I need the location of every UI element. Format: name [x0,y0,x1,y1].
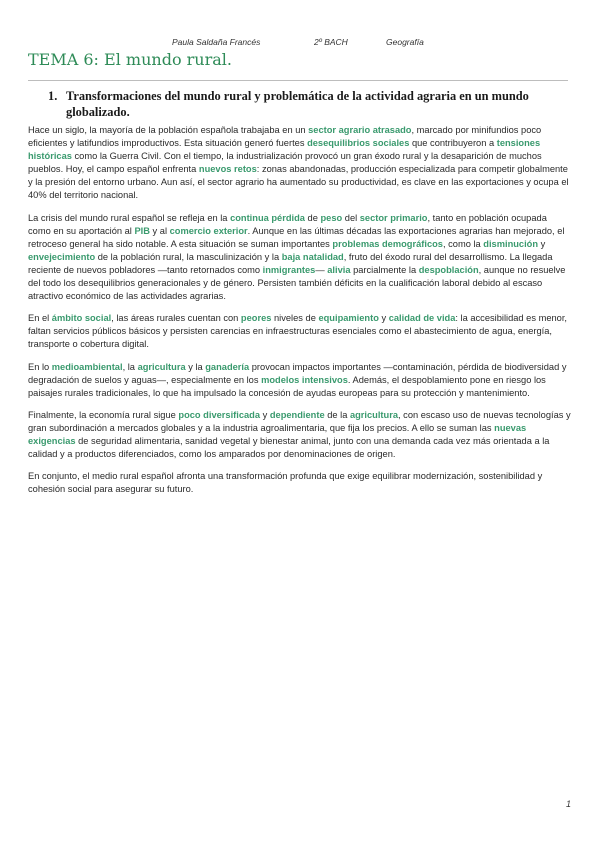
key-term: comercio exterior [169,225,248,236]
body-paragraph [28,470,572,496]
body-paragraph [28,212,572,304]
section-heading [48,88,568,120]
paragraph-text: de [304,212,321,223]
section-number: 1. [48,89,58,103]
page-header [172,37,424,47]
paragraph-text: de la población rural, la masculinización y la [95,251,282,262]
key-term: sector agrario atrasado [308,125,412,135]
subject-label: Geografía [386,37,424,47]
body-paragraph [28,409,572,461]
key-term: continua pérdida [230,212,305,223]
key-term: alivia [327,264,351,275]
paragraph-text: , la [122,361,138,372]
body-paragraph [28,124,572,203]
paragraph-text: que contribuyeron a [409,138,497,149]
paragraph-text: y [538,238,546,249]
paragraph-text: como la Guerra Civil. Con el tiempo, la industrialización provocó un gran éxodo rural y la desaparición de muchos pueblos. Hoy, el campo español enfrenta [28,151,542,175]
paragraph-text: , como la [442,238,484,249]
key-term: desequilibrios sociales [307,138,410,149]
paragraph-text: parcialmente la [350,264,419,275]
key-term: despoblación [418,264,479,275]
paragraph-text: Hace un siglo, la mayoría de la población española trabajaba en un [28,125,309,135]
key-term: disminución [483,238,539,249]
paragraph-text: y [378,313,389,324]
key-term: sector primario [359,212,428,223]
paragraph-text: , las áreas rurales cuentan con [111,313,241,324]
author-name: Paula Saldaña Francés [172,37,261,47]
key-term: agricultura [137,361,186,372]
key-term: baja natalidad [281,251,344,262]
grade-label: 2º BACH [314,37,348,47]
paragraph-text: : la accesibilidad es menor, faltan servicios públicos básicos y persisten carencias en infraestructuras esenciales como el abastecimiento de agua, energía, transporte o cobertura digital. [28,313,567,350]
paragraph-text: Finalmente, la economía rural sigue [28,409,179,420]
paragraph-text: En el [28,313,52,324]
key-term: nuevas exigencias [28,422,527,446]
paragraph-text: : zonas abandonadas, producción especializada para competir globalmente y la presión del entorno urbano. Aun así, el sector agrario ha aumentado su productividad, es clave en las exportaciones y ocupa el 40% del territorio nacional. [28,164,569,201]
key-term: modelos intensivos [261,374,348,385]
key-term: poco diversificada [178,409,261,420]
body-content [28,124,572,505]
key-term: envejecimiento [28,251,96,262]
key-term: PIB [134,225,150,236]
paragraph-text: , con escaso uso de nuevas tecnologías y gran subordinación a mercados globales y a la industria agroalimentaria, que fija los precios. A ello se suman las [28,409,571,433]
paragraph-text: , aunque no resuelve del todo los desequilibrios generacionales y de género. Persisten también déficits en la cualificación laboral debido al escaso atractivo económico de las actividades agrarias. [28,264,566,302]
paragraph-text: — [315,264,328,275]
title-divider [28,80,568,81]
section-heading-text: Transformaciones del mundo rural y problemática de la actividad agraria en un mundo globalizado. [66,89,529,119]
key-term: equipamiento [318,313,379,324]
body-paragraph [28,312,572,351]
paragraph-text: y la [185,361,206,372]
key-term: dependiente [269,409,325,420]
paragraph-text: de la [324,409,350,420]
key-term: medioambiental [51,361,123,372]
paragraph-text: del [342,212,360,223]
paragraph-text: y [260,409,270,420]
paragraph-text: , fruto del éxodo rural del desarrollismo. La llegada reciente de nuevos pobladores —tanto retornados como [28,251,553,275]
paragraph-text: . Aunque en las últimas décadas las exportaciones agrarias han mejorado, el retroceso general ha sido notable. A esta situación se suman importantes [28,225,565,249]
key-term: calidad de vida [388,313,456,324]
document-title: TEMA 6: El mundo rural. [28,50,232,69]
page-number: 1 [566,799,572,809]
body-paragraph [28,361,572,400]
paragraph-text: En lo [28,361,52,372]
paragraph-text: , marcado por minifundios poco eficientes y latifundios improductivos. Esta situación generó fuertes [28,125,542,149]
paragraph-text: de seguridad alimentaria, sanidad vegetal y bienestar animal, junto con una demanda cada vez más orientada a la calidad y a productos diferenciados, como los amparados por denominaciones de origen. [28,435,550,460]
key-term: peores [240,313,272,324]
key-term: inmigrantes [262,264,316,275]
paragraph-text: La crisis del mundo rural español se refleja en la [28,212,231,223]
paragraph-text: provocan impactos importantes —contaminación, pérdida de biodiversidad y degradación de suelos y aguas—, especialmente en los [28,361,567,385]
paragraph-text: y al [149,225,170,236]
key-term: ganadería [205,361,250,372]
key-term: nuevos retos [198,164,257,175]
key-term: problemas demográficos [332,238,443,249]
key-term: ámbito social [51,313,112,324]
paragraph-text: niveles de [271,313,319,324]
key-term: tensiones históricas [28,138,541,162]
paragraph-text: . Además, el despoblamiento pone en riesgo los paisajes rurales tradicionales, lo que ha impulsado la concesión de ayudas europeas para su protección y mantenimiento. [28,374,546,398]
key-term: agricultura [349,409,398,420]
paragraph-text: , tanto en población ocupada como en su aportación al [28,212,547,236]
key-term: peso [320,212,343,223]
paragraph-text: En conjunto, el medio rural español afronta una transformación profunda que exige equilibrar modernización, sostenibilidad y cohesión social para asegurar su futuro. [28,471,543,495]
